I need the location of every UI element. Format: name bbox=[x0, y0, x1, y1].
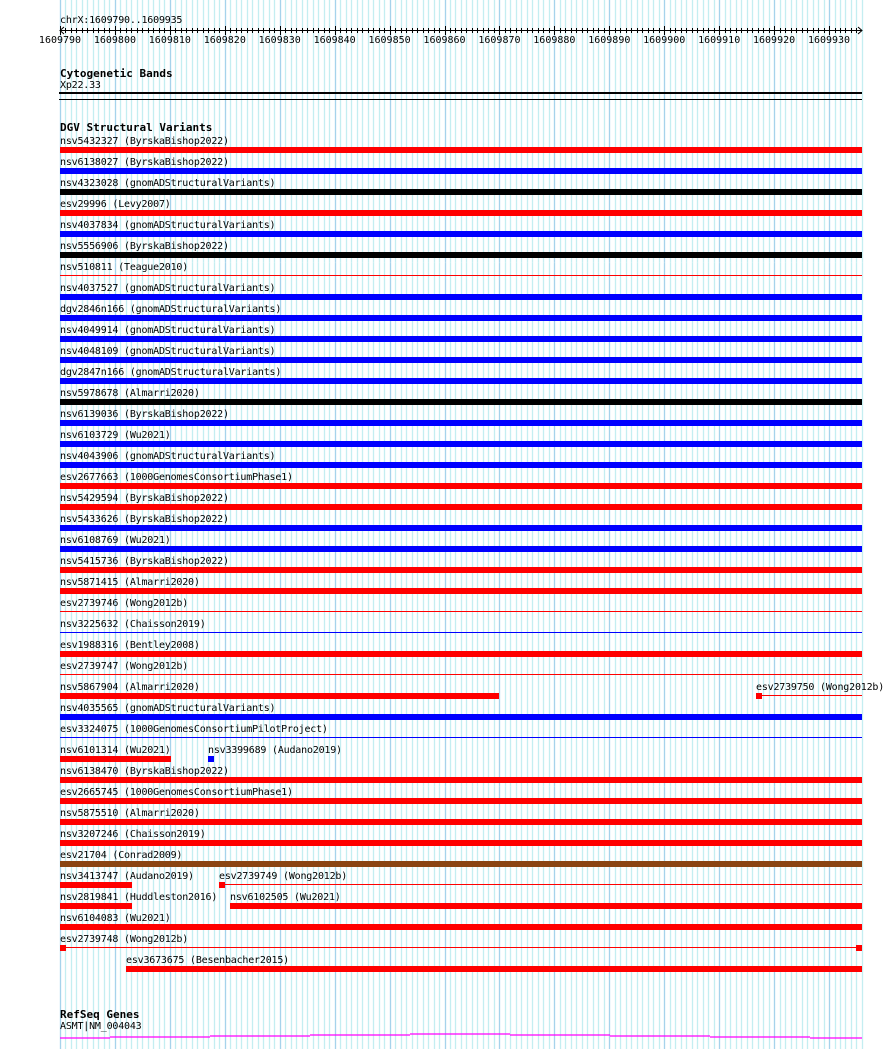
dgv-feature-label[interactable]: nsv5978678 (Almarri2020) bbox=[60, 388, 200, 399]
dgv-feature-bar[interactable] bbox=[60, 861, 862, 867]
dgv-feature-bar[interactable] bbox=[60, 714, 862, 720]
ruler-tick-label: 1609930 bbox=[807, 35, 851, 46]
dgv-feature-label[interactable]: nsv3413747 (Audano2019) bbox=[60, 871, 194, 882]
dgv-feature-bar[interactable] bbox=[60, 378, 862, 384]
dgv-feature-label[interactable]: esv2739750 (Wong2012b) bbox=[756, 682, 885, 693]
dgv-feature-bar[interactable] bbox=[60, 840, 862, 846]
dgv-feature-bar[interactable] bbox=[60, 567, 862, 573]
dgv-feature-block[interactable] bbox=[219, 882, 225, 888]
dgv-feature-line[interactable] bbox=[60, 275, 862, 276]
ruler-tick-label: 1609840 bbox=[313, 35, 356, 46]
dgv-feature-label[interactable]: esv2739746 (Wong2012b) bbox=[60, 598, 189, 609]
ruler-tick-label: 1609820 bbox=[203, 35, 246, 46]
dgv-feature-bar[interactable] bbox=[60, 210, 862, 216]
dgv-feature-label[interactable]: nsv4037834 (gnomADStructuralVariants) bbox=[60, 220, 276, 231]
ruler-tick-label: 1609880 bbox=[533, 35, 576, 46]
dgv-feature-bar[interactable] bbox=[60, 483, 862, 489]
dgv-feature-block[interactable] bbox=[208, 756, 214, 762]
dgv-feature-bar[interactable] bbox=[60, 336, 862, 342]
dgv-feature-bar[interactable] bbox=[60, 546, 862, 552]
dgv-feature-label[interactable]: esv3673675 (Besenbacher2015) bbox=[126, 955, 289, 966]
dgv-feature-block[interactable] bbox=[856, 945, 862, 951]
ruler-tick-label: 1609890 bbox=[588, 35, 631, 46]
dgv-feature-label[interactable]: nsv4323028 (gnomADStructuralVariants) bbox=[60, 178, 276, 189]
dgv-feature-label[interactable]: nsv6104083 (Wu2021) bbox=[60, 913, 171, 924]
dgv-feature-label[interactable]: dgv2846n166 (gnomADStructuralVariants) bbox=[60, 304, 282, 315]
dgv-feature-label[interactable]: nsv3225632 (Chaisson2019) bbox=[60, 619, 206, 630]
dgv-feature-label[interactable]: nsv4037527 (gnomADStructuralVariants) bbox=[60, 283, 276, 294]
dgv-feature-label[interactable]: nsv4043906 (gnomADStructuralVariants) bbox=[60, 451, 276, 462]
dgv-feature-label[interactable]: nsv6101314 (Wu2021) bbox=[60, 745, 171, 756]
dgv-feature-bar[interactable] bbox=[60, 588, 862, 594]
dgv-feature-line[interactable] bbox=[762, 695, 862, 696]
dgv-feature-label[interactable]: nsv3207246 (Chaisson2019) bbox=[60, 829, 206, 840]
dgv-feature-bar[interactable] bbox=[60, 798, 862, 804]
cytoband-bar[interactable] bbox=[59, 92, 862, 94]
dgv-feature-label[interactable]: nsv5432327 (ByrskaBishop2022) bbox=[60, 136, 229, 147]
dgv-feature-bar[interactable] bbox=[60, 777, 862, 783]
dgv-feature-line[interactable] bbox=[60, 737, 862, 738]
dgv-feature-label[interactable]: nsv6108769 (Wu2021) bbox=[60, 535, 171, 546]
dgv-feature-bar[interactable] bbox=[60, 903, 132, 909]
dgv-feature-bar[interactable] bbox=[60, 504, 862, 510]
dgv-feature-block[interactable] bbox=[756, 693, 762, 699]
dgv-feature-label[interactable]: esv2739748 (Wong2012b) bbox=[60, 934, 189, 945]
dgv-feature-label[interactable]: nsv5875510 (Almarri2020) bbox=[60, 808, 200, 819]
dgv-feature-label[interactable]: esv2677663 (1000GenomesConsortiumPhase1) bbox=[60, 472, 293, 483]
dgv-feature-bar[interactable] bbox=[60, 441, 862, 447]
dgv-feature-label[interactable]: esv21704 (Conrad2009) bbox=[60, 850, 183, 861]
dgv-feature-bar[interactable] bbox=[60, 420, 862, 426]
dgv-feature-bar[interactable] bbox=[60, 399, 862, 405]
dgv-feature-label[interactable]: nsv6102505 (Wu2021) bbox=[230, 892, 341, 903]
dgv-feature-label[interactable]: esv2665745 (1000GenomesConsortiumPhase1) bbox=[60, 787, 293, 798]
dgv-feature-bar[interactable] bbox=[60, 168, 862, 174]
dgv-feature-line[interactable] bbox=[66, 947, 856, 948]
ruler-tick-label: 1609790 bbox=[38, 35, 82, 46]
dgv-feature-label[interactable]: nsv5871415 (Almarri2020) bbox=[60, 577, 200, 588]
ruler-tick-label: 1609920 bbox=[753, 35, 796, 46]
dgv-feature-line[interactable] bbox=[60, 611, 862, 612]
dgv-feature-label[interactable]: nsv6138027 (ByrskaBishop2022) bbox=[60, 157, 229, 168]
track-title-refseq[interactable]: RefSeq Genes bbox=[60, 1008, 140, 1021]
track-title-dgv[interactable]: DGV Structural Variants bbox=[60, 121, 213, 134]
gene-label[interactable]: ASMT|NM_004043 bbox=[60, 1021, 142, 1032]
dgv-feature-bar[interactable] bbox=[60, 525, 862, 531]
dgv-feature-label[interactable]: nsv4049914 (gnomADStructuralVariants) bbox=[60, 325, 276, 336]
dgv-feature-label[interactable]: esv2739747 (Wong2012b) bbox=[60, 661, 189, 672]
track-title-cytoband[interactable]: Cytogenetic Bands bbox=[60, 67, 173, 80]
dgv-feature-bar[interactable] bbox=[60, 189, 862, 195]
location-label: chrX:1609790..1609935 bbox=[60, 15, 183, 26]
dgv-feature-bar[interactable] bbox=[60, 756, 171, 762]
dgv-feature-label[interactable]: nsv2819841 (Huddleston2016) bbox=[60, 892, 218, 903]
gene-intron-line[interactable] bbox=[0, 1030, 890, 1044]
dgv-feature-label[interactable]: nsv5556906 (ByrskaBishop2022) bbox=[60, 241, 229, 252]
ruler-tick-label: 1609810 bbox=[148, 35, 191, 46]
track-divider bbox=[59, 99, 862, 100]
dgv-feature-bar[interactable] bbox=[60, 924, 862, 930]
dgv-feature-label[interactable]: nsv5415736 (ByrskaBishop2022) bbox=[60, 556, 229, 567]
dgv-feature-bar[interactable] bbox=[60, 294, 862, 300]
dgv-feature-label[interactable]: nsv6103729 (Wu2021) bbox=[60, 430, 171, 441]
dgv-feature-label[interactable]: nsv4035565 (gnomADStructuralVariants) bbox=[60, 703, 276, 714]
dgv-feature-bar[interactable] bbox=[60, 252, 862, 258]
dgv-feature-label[interactable]: nsv6139036 (ByrskaBishop2022) bbox=[60, 409, 229, 420]
dgv-feature-label[interactable]: nsv5433626 (ByrskaBishop2022) bbox=[60, 514, 229, 525]
dgv-feature-label[interactable]: nsv3399689 (Audano2019) bbox=[208, 745, 342, 756]
dgv-feature-bar[interactable] bbox=[126, 966, 862, 972]
dgv-feature-label[interactable]: nsv5867904 (Almarri2020) bbox=[60, 682, 200, 693]
cytoband-label: Xp22.33 bbox=[60, 80, 101, 91]
dgv-feature-bar[interactable] bbox=[60, 882, 132, 888]
ruler-tick-label: 1609910 bbox=[698, 35, 741, 46]
dgv-feature-bar[interactable] bbox=[60, 651, 862, 657]
dgv-feature-bar[interactable] bbox=[60, 147, 862, 153]
dgv-feature-label[interactable]: esv29996 (Levy2007) bbox=[60, 199, 171, 210]
dgv-feature-bar[interactable] bbox=[60, 231, 862, 237]
dgv-feature-label[interactable]: nsv5429594 (ByrskaBishop2022) bbox=[60, 493, 229, 504]
ruler-tick-label: 1609850 bbox=[368, 35, 411, 46]
dgv-feature-label[interactable]: esv2739749 (Wong2012b) bbox=[219, 871, 348, 882]
ruler-tick-label: 1609800 bbox=[93, 35, 136, 46]
ruler-tick-label: 1609870 bbox=[478, 35, 521, 46]
dgv-feature-bar[interactable] bbox=[60, 819, 862, 825]
dgv-feature-line[interactable] bbox=[60, 632, 862, 633]
dgv-feature-bar[interactable] bbox=[60, 462, 862, 468]
dgv-feature-bar[interactable] bbox=[230, 903, 862, 909]
dgv-feature-label[interactable]: nsv4048109 (gnomADStructuralVariants) bbox=[60, 346, 276, 357]
ruler-tick-label: 1609830 bbox=[258, 35, 301, 46]
dgv-feature-label[interactable]: dgv2847n166 (gnomADStructuralVariants) bbox=[60, 367, 282, 378]
dgv-feature-line[interactable] bbox=[60, 674, 862, 675]
dgv-feature-bar[interactable] bbox=[60, 693, 499, 699]
ruler-tick-label: 1609860 bbox=[423, 35, 466, 46]
dgv-feature-bar[interactable] bbox=[60, 315, 862, 321]
dgv-feature-bar[interactable] bbox=[60, 357, 862, 363]
dgv-feature-line[interactable] bbox=[225, 884, 862, 885]
dgv-feature-block[interactable] bbox=[60, 945, 66, 951]
dgv-feature-label[interactable]: nsv6138470 (ByrskaBishop2022) bbox=[60, 766, 229, 777]
dgv-feature-label[interactable]: esv3324075 (1000GenomesConsortiumPilotProject) bbox=[60, 724, 328, 735]
dgv-feature-label[interactable]: esv1988316 (Bentley2008) bbox=[60, 640, 200, 651]
dgv-feature-label[interactable]: nsv510811 (Teague2010) bbox=[60, 262, 189, 273]
ruler-tick-label: 1609900 bbox=[643, 35, 686, 46]
